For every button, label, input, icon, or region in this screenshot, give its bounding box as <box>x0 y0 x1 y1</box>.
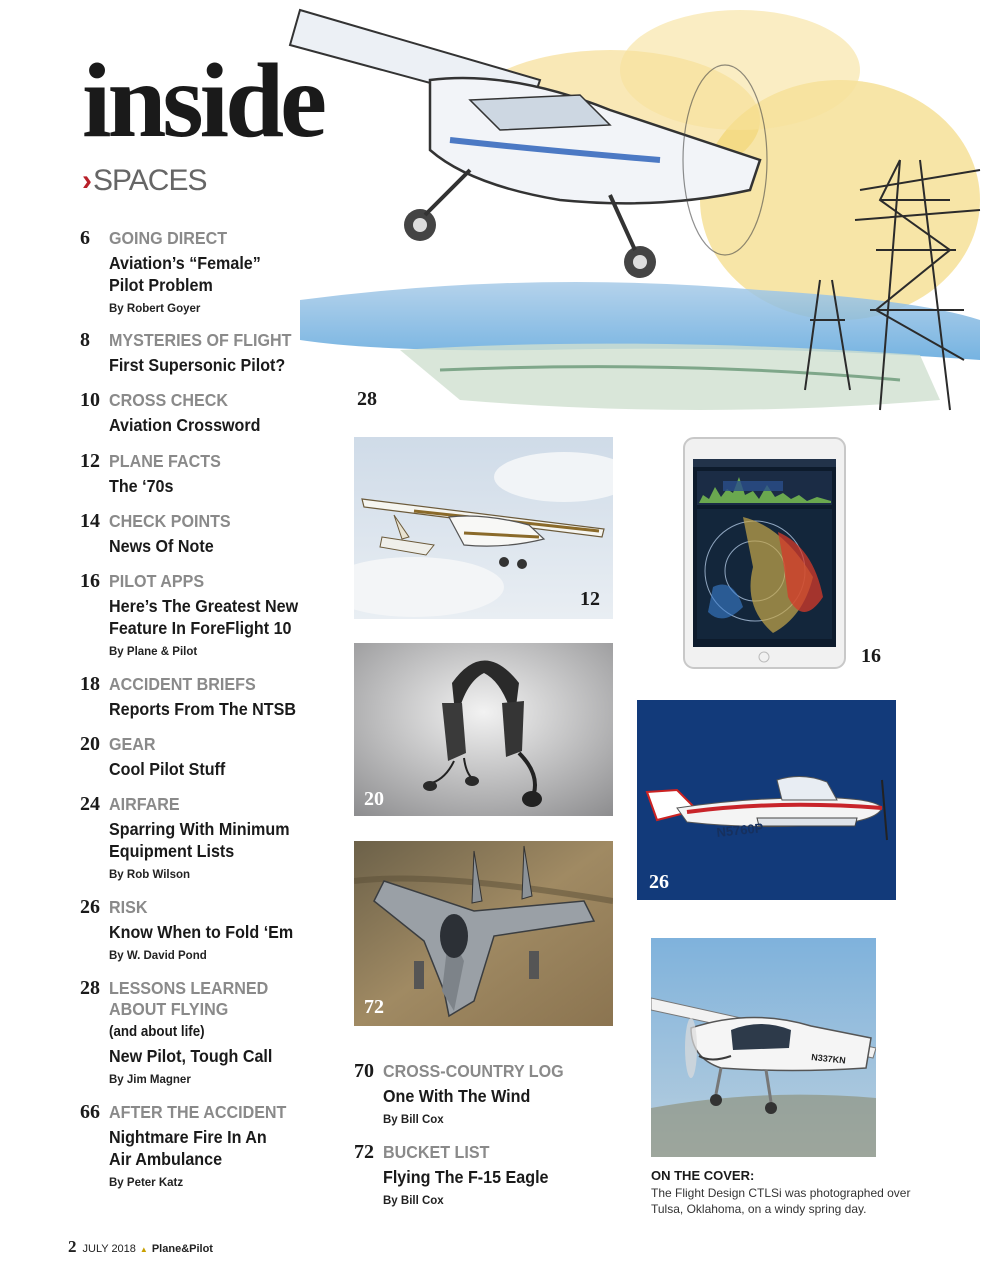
toc-subtitle: (and about life) <box>109 1024 205 1040</box>
photo-headset[interactable] <box>354 643 613 816</box>
toc-entry[interactable] <box>80 451 231 497</box>
toc-entry[interactable] <box>354 1061 579 1126</box>
toc-entry[interactable] <box>80 571 339 658</box>
comanche-registration: N5760P <box>715 820 765 840</box>
toc-byline: By Bill Cox <box>383 1114 444 1126</box>
photo-headset-number: 20 <box>364 788 384 810</box>
photo-f15-number: 72 <box>364 996 384 1018</box>
toc-page-number: 70 <box>354 1060 374 1082</box>
toc-byline: By Jim Magner <box>109 1074 191 1086</box>
toc-title: First Supersonic Pilot? <box>109 355 286 375</box>
toc-page-number: 12 <box>80 450 100 472</box>
toc-entry[interactable] <box>80 1102 302 1189</box>
toc-title: Aviation Crossword <box>109 415 261 435</box>
toc-page-number: 8 <box>80 329 90 351</box>
toc-department: PILOT APPS <box>109 571 205 591</box>
toc-department: GOING DIRECT <box>109 228 228 248</box>
toc-page-number: 28 <box>80 977 100 999</box>
toc-department: CHECK POINTS <box>109 511 231 531</box>
toc-department: GEAR <box>109 734 156 754</box>
photo-tablet-number: 16 <box>861 645 881 667</box>
toc-title: Aviation’s “Female” Pilot Problem <box>109 253 261 295</box>
photo-f15[interactable] <box>354 841 613 1026</box>
toc-byline: By W. David Pond <box>109 950 207 962</box>
page-footer <box>68 1237 213 1257</box>
photo-tablet[interactable] <box>683 437 846 669</box>
toc-page-number: 72 <box>354 1141 374 1163</box>
toc-page-number: 18 <box>80 673 100 695</box>
toc-entry[interactable] <box>80 794 329 881</box>
toc-title: The ‘70s <box>109 476 174 496</box>
toc-title: Sparring With Minimum Equipment Lists <box>109 819 290 861</box>
toc-department: MYSTERIES OF FLIGHT <box>109 330 292 350</box>
toc-page-number: 14 <box>80 510 100 532</box>
toc-page-number: 24 <box>80 793 100 815</box>
toc-department: PLANE FACTS <box>109 451 221 471</box>
toc-entry[interactable] <box>354 1142 563 1207</box>
toc-title: News Of Note <box>109 536 214 556</box>
cover-caption-text: The Flight Design CTLSi was photographed over Tulsa, Oklahoma, on a windy spring day. <box>651 1186 911 1216</box>
toc-department: CROSS-COUNTRY LOG <box>383 1061 564 1081</box>
photo-comanche-number: 26 <box>649 871 669 893</box>
toc-title: One With The Wind <box>383 1086 531 1106</box>
cover-registration: N337KN <box>810 1052 847 1066</box>
toc-page-number: 6 <box>80 227 90 249</box>
footer-issue: JULY 2018 <box>82 1243 136 1255</box>
photo-comanche[interactable] <box>637 700 896 900</box>
toc-entry[interactable] <box>80 511 241 557</box>
toc-page-number: 20 <box>80 733 100 755</box>
toc-page-number: 26 <box>80 896 100 918</box>
toc-title: Reports From The NTSB <box>109 699 296 719</box>
toc-byline: By Rob Wilson <box>109 869 191 881</box>
chevron-right-icon: › <box>82 164 91 197</box>
toc-byline: By Plane & Pilot <box>109 646 198 658</box>
toc-page-number: 16 <box>80 570 100 592</box>
toc-entry[interactable] <box>80 978 289 1086</box>
toc-page-number: 10 <box>80 389 100 411</box>
photo-cessna-number: 12 <box>580 588 600 610</box>
footer-page-number: 2 <box>68 1237 77 1256</box>
toc-department: CROSS CHECK <box>109 390 228 410</box>
toc-entry[interactable] <box>80 228 299 315</box>
toc-entry[interactable] <box>80 897 309 962</box>
toc-department: RISK <box>109 897 148 917</box>
triangle-icon: ▲ <box>139 1245 148 1254</box>
toc-department: AIRFARE <box>109 794 180 814</box>
hero-page-number: 28 <box>357 388 377 410</box>
toc-department: AFTER THE ACCIDENT <box>109 1102 287 1122</box>
toc-title: Here’s The Greatest New Feature In ForeFlight 10 <box>109 596 299 638</box>
hero-illustration <box>280 0 983 430</box>
toc-department: ACCIDENT BRIEFS <box>109 674 256 694</box>
toc-entry[interactable] <box>80 674 312 720</box>
toc-byline: By Peter Katz <box>109 1177 184 1189</box>
toc-department: BUCKET LIST <box>383 1142 490 1162</box>
toc-title: Cool Pilot Stuff <box>109 759 226 779</box>
photo-cessna[interactable] <box>354 437 613 619</box>
section-header <box>82 166 207 196</box>
toc-page-number: 66 <box>80 1101 100 1123</box>
toc-title: Flying The F-15 Eagle <box>383 1167 549 1187</box>
toc-department: LESSONS LEARNED ABOUT FLYING <box>109 978 269 1019</box>
section-label: SPACES <box>93 164 207 197</box>
toc-entry[interactable] <box>80 390 274 436</box>
toc-title: Know When to Fold ‘Em <box>109 922 294 942</box>
toc-entry[interactable] <box>80 330 307 376</box>
toc-entry[interactable] <box>80 734 235 780</box>
page-masthead: inside <box>82 42 324 159</box>
cover-caption-heading: ON THE COVER: <box>651 1168 755 1183</box>
photo-cover[interactable] <box>651 938 876 1157</box>
toc-title: Nightmare Fire In An Air Ambulance <box>109 1127 267 1169</box>
cover-caption <box>651 1168 931 1217</box>
toc-title: New Pilot, Tough Call <box>109 1046 273 1066</box>
footer-brand: Plane&Pilot <box>151 1243 213 1255</box>
toc-byline: By Bill Cox <box>383 1195 444 1207</box>
toc-byline: By Robert Goyer <box>109 303 201 315</box>
